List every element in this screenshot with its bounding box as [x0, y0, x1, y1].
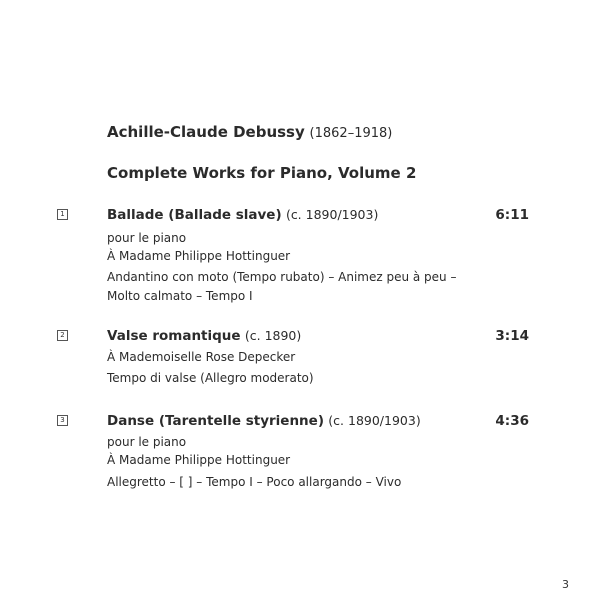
composer-dates: (1862–1918) — [309, 126, 393, 141]
track-tempo-line: Allegretto – [ ] – Tempo I – Poco allargando – Vivo — [107, 475, 402, 489]
track-title-line — [107, 328, 301, 344]
track-title-line — [107, 207, 378, 223]
track-date: (c. 1890/1903) — [328, 413, 421, 428]
page-number: 3 — [562, 578, 569, 591]
track-number-box: 3 — [57, 415, 68, 426]
track-detail-line: À Madame Philippe Hottinguer — [107, 249, 291, 263]
track-tempo-line: Andantino con moto (Tempo rubato) – Animez peu à peu – — [107, 270, 457, 284]
track-date: (c. 1890) — [244, 328, 302, 343]
composer-heading — [107, 123, 392, 141]
composer-name: Achille-Claude Debussy — [107, 123, 305, 141]
track-duration: 6:11 — [495, 207, 529, 223]
track-duration: 4:36 — [495, 413, 529, 429]
track-tempo-line: Molto calmato – Tempo I — [107, 289, 253, 303]
track-number-box: 2 — [57, 330, 68, 341]
track-detail-line: À Mademoiselle Rose Depecker — [107, 350, 296, 364]
track-duration: 3:14 — [495, 328, 529, 344]
track-detail-line: pour le piano — [107, 231, 187, 245]
track-detail-line: À Madame Philippe Hottinguer — [107, 453, 291, 467]
track-title: Ballade (Ballade slave) — [107, 207, 282, 223]
track-title: Valse romantique — [107, 328, 241, 344]
track-tempo-line: Tempo di valse (Allegro moderato) — [107, 371, 314, 385]
album-title: Complete Works for Piano, Volume 2 — [107, 164, 417, 182]
track-date: (c. 1890/1903) — [285, 207, 379, 222]
track-title-line — [107, 413, 421, 429]
track-title: Danse (Tarentelle styrienne) — [107, 413, 324, 429]
track-detail-line: pour le piano — [107, 435, 187, 449]
track-number-box: 1 — [57, 209, 68, 220]
